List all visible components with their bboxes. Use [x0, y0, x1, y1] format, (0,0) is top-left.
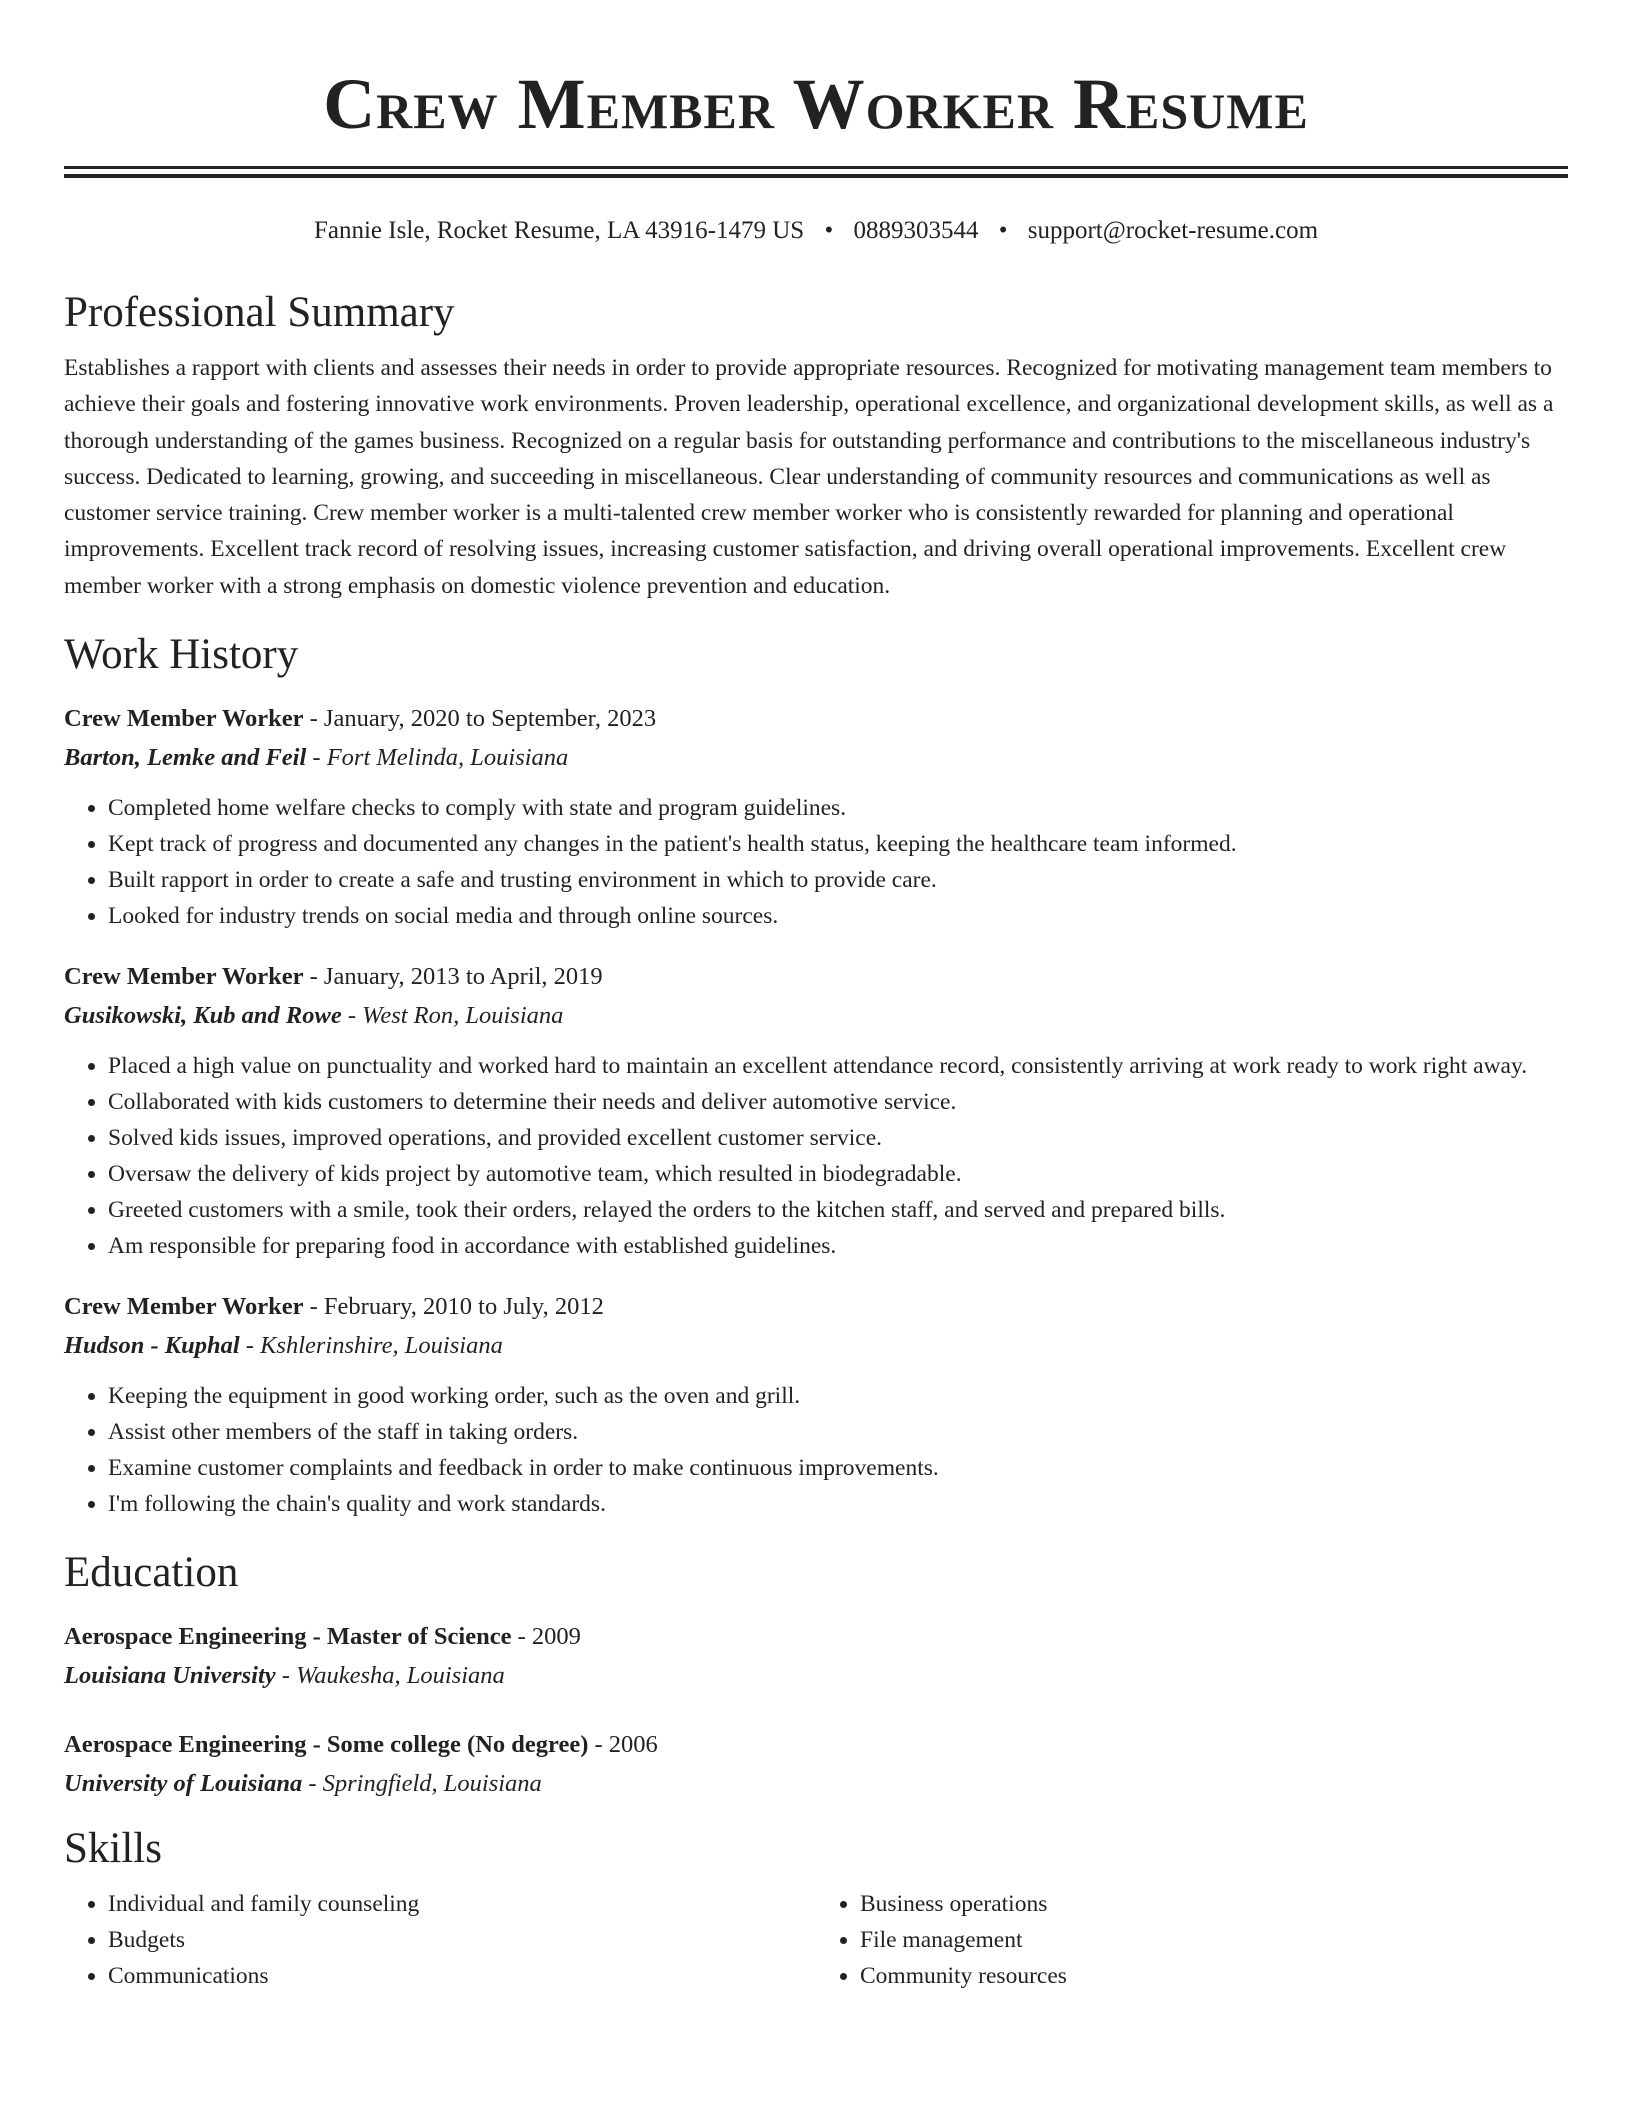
education-location: - Waukesha, Louisiana [275, 1662, 505, 1690]
job-position: Crew Member Worker [64, 963, 304, 991]
list-item: • Keeping the equipment in good working order, such as the oven and grill. [108, 1378, 1568, 1414]
education-heading: Education [64, 1549, 239, 1597]
education-year: - 2006 [588, 1731, 658, 1759]
contact-phone: 0889303544 [853, 217, 979, 244]
education-degree: Aerospace Engineering - Master of Science [64, 1623, 512, 1651]
job-location: - Fort Melinda, Louisiana [306, 744, 569, 772]
list-item: • I'm following the chain's quality and work standards. [108, 1486, 1568, 1522]
job-company: Gusikowski, Kub and Rowe [64, 1002, 342, 1030]
education-header [64, 1618, 1568, 1656]
education-school: Louisiana University [64, 1662, 276, 1690]
list-item: • Collaborated with kids customers to determine their needs and deliver automotive service. [108, 1084, 1568, 1120]
list-item: • Solved kids issues, improved operations, and provided excellent customer service. [108, 1120, 1568, 1156]
contact-separator: • [824, 217, 834, 244]
job-header [64, 700, 1568, 738]
summary-text: Establishes a rapport with clients and assesses their needs in order to provide appropriate resources. Recognized for motivating management team members to achieve their goals and fostering innovative work environments. Proven leadership, operational excellence, and organizational development skills, as well as a thorough understanding of the games business. Recognized on a regular basis for outstanding performance and contributions to the miscellaneous industry's success. Dedicated to learning, growing, and succeeding in miscellaneous. Clear understanding of community resources and communications as well as customer service training. Crew member worker is a multi-talented crew member worker who is consistently rewarded for planning and operational improvements. Excellent track record of resolving issues, increasing customer satisfaction, and driving overall operational improvements. Excellent crew member worker with a strong emphasis on domestic violence prevention and education. [64, 355, 1554, 599]
skills-heading: Skills [64, 1825, 162, 1873]
education-school: University of Louisiana [64, 1770, 303, 1798]
title-divider-top [64, 166, 1568, 169]
job-duties [64, 1048, 1568, 1264]
contact-line [64, 216, 1568, 246]
job-duties [64, 1378, 1568, 1522]
page-title: Crew Member Worker Resume [323, 64, 1309, 144]
job-dates: - February, 2010 to July, 2012 [303, 1293, 604, 1321]
list-item: • Looked for industry trends on social media and through online sources. [108, 898, 1568, 934]
job-dates: - January, 2020 to September, 2023 [303, 705, 657, 733]
job-header [64, 1288, 1568, 1326]
education-header [64, 1726, 1568, 1764]
job-employer [64, 738, 1568, 778]
list-item: • Examine customer complaints and feedback in order to make continuous improvements. [108, 1450, 1568, 1486]
job-entry [64, 700, 1568, 934]
education-school-line [64, 1764, 1568, 1804]
skill-item: • Budgets [108, 1922, 816, 1958]
title-divider-bottom [64, 174, 1568, 178]
skills-column-right [816, 1886, 1568, 1994]
education-location: - Springfield, Louisiana [302, 1770, 542, 1798]
skill-item: • File management [860, 1922, 1568, 1958]
skills-column-left [64, 1886, 816, 1994]
job-location: - West Ron, Louisiana [341, 1002, 564, 1030]
job-dates: - January, 2013 to April, 2019 [303, 963, 603, 991]
list-item: • Oversaw the delivery of kids project by automotive team, which resulted in biodegradable. [108, 1156, 1568, 1192]
skills-list [64, 1886, 1568, 1994]
job-header [64, 958, 1568, 996]
job-company: Hudson - Kuphal [64, 1332, 240, 1360]
skill-item: • Business operations [860, 1886, 1568, 1922]
contact-email: support@rocket-resume.com [1027, 217, 1319, 244]
list-item: • Built rapport in order to create a safe and trusting environment in which to provide care. [108, 862, 1568, 898]
job-duties [64, 790, 1568, 934]
work-history-heading: Work History [64, 631, 299, 679]
education-entry [64, 1618, 1568, 1696]
job-location: - Kshlerinshire, Louisiana [239, 1332, 503, 1360]
skill-item: • Communications [108, 1958, 816, 1994]
education-degree: Aerospace Engineering - Some college (No degree) [64, 1731, 589, 1759]
skill-item: • Individual and family counseling [108, 1886, 816, 1922]
list-item: • Greeted customers with a smile, took their orders, relayed the orders to the kitchen staff, and served and prepared bills. [108, 1192, 1568, 1228]
list-item: • Am responsible for preparing food in accordance with established guidelines. [108, 1228, 1568, 1264]
education-year: - 2009 [511, 1623, 581, 1651]
education-school-line [64, 1656, 1568, 1696]
contact-separator: • [998, 217, 1008, 244]
job-position: Crew Member Worker [64, 1293, 304, 1321]
education-entry [64, 1726, 1568, 1804]
list-item: • Completed home welfare checks to comply with state and program guidelines. [108, 790, 1568, 826]
list-item: • Placed a high value on punctuality and worked hard to maintain an excellent attendance record, consistently arriving at work ready to work right away. [108, 1048, 1568, 1084]
job-company: Barton, Lemke and Feil [64, 744, 307, 772]
contact-address: Fannie Isle, Rocket Resume, LA 43916-1479 US [313, 217, 805, 244]
list-item: • Kept track of progress and documented any changes in the patient's health status, keeping the healthcare team informed. [108, 826, 1568, 862]
list-item: • Assist other members of the staff in taking orders. [108, 1414, 1568, 1450]
job-employer [64, 996, 1568, 1036]
job-entry [64, 1288, 1568, 1522]
job-entry [64, 958, 1568, 1264]
job-employer [64, 1326, 1568, 1366]
job-position: Crew Member Worker [64, 705, 304, 733]
skill-item: • Community resources [860, 1958, 1568, 1994]
summary-heading: Professional Summary [64, 289, 455, 336]
